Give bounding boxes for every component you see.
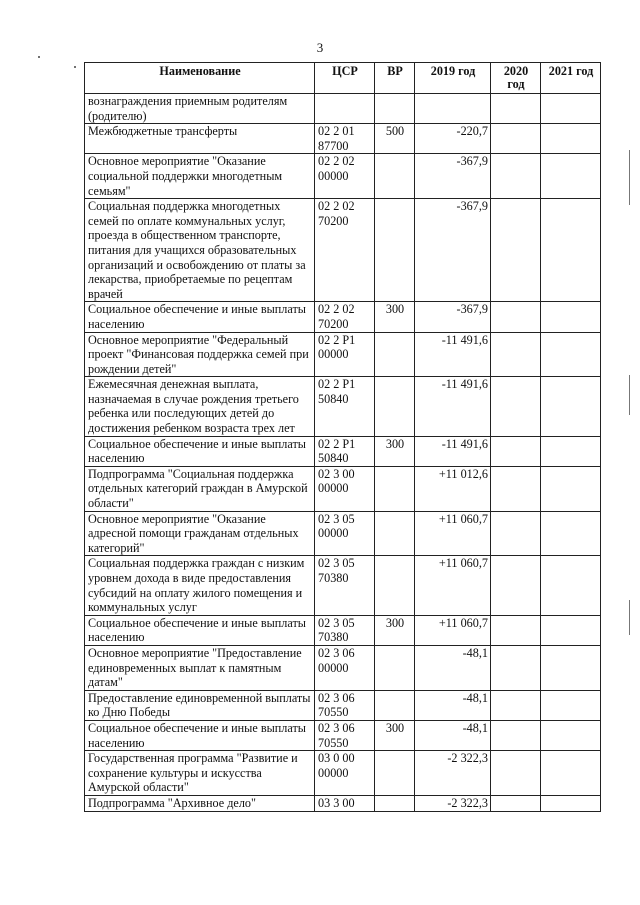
row-name: Социальное обеспечение и иные выплаты населению <box>85 615 315 645</box>
row-2021 <box>541 94 601 124</box>
row-2019: -48,1 <box>415 690 491 720</box>
row-csr: 03 0 00 00000 <box>315 751 375 796</box>
row-vr <box>375 511 415 556</box>
scan-edge-mark <box>629 375 630 415</box>
row-vr: 300 <box>375 436 415 466</box>
row-2021 <box>541 556 601 615</box>
row-2019: +11 012,6 <box>415 466 491 511</box>
row-name: Социальное обеспечение и иные выплаты населению <box>85 436 315 466</box>
row-2019: -220,7 <box>415 124 491 154</box>
row-csr: 02 2 P1 00000 <box>315 332 375 377</box>
row-2019: -48,1 <box>415 720 491 750</box>
row-2020 <box>491 199 541 302</box>
row-csr: 02 3 00 00000 <box>315 466 375 511</box>
table-row <box>85 436 601 466</box>
row-vr <box>375 751 415 796</box>
row-csr: 02 3 05 70380 <box>315 615 375 645</box>
row-vr: 300 <box>375 615 415 645</box>
row-csr: 02 3 06 70550 <box>315 690 375 720</box>
table-row <box>85 199 601 302</box>
table-row <box>85 466 601 511</box>
table-row <box>85 751 601 796</box>
row-2020 <box>491 795 541 811</box>
header-row <box>85 63 601 94</box>
scan-speck <box>74 66 76 68</box>
row-2020 <box>491 154 541 199</box>
row-2021 <box>541 332 601 377</box>
row-2020 <box>491 302 541 332</box>
row-name: Государственная программа "Развитие и сохранение культуры и искусства Амурской области" <box>85 751 315 796</box>
row-name: Социальное обеспечение и иные выплаты населению <box>85 720 315 750</box>
row-2019: -367,9 <box>415 199 491 302</box>
scan-edge-mark <box>629 150 630 205</box>
row-csr: 02 3 05 00000 <box>315 511 375 556</box>
row-csr: 02 3 05 70380 <box>315 556 375 615</box>
row-2019: -367,9 <box>415 154 491 199</box>
row-vr <box>375 556 415 615</box>
row-name: Межбюджетные трансферты <box>85 124 315 154</box>
row-2020 <box>491 436 541 466</box>
table-row <box>85 154 601 199</box>
row-2019: -11 491,6 <box>415 377 491 436</box>
table-row <box>85 690 601 720</box>
row-name: Основное мероприятие "Предоставление единовременных выплат к памятным датам" <box>85 645 315 690</box>
header-vr: ВР <box>375 63 415 94</box>
row-2021 <box>541 751 601 796</box>
row-csr: 02 2 P1 50840 <box>315 436 375 466</box>
table-row <box>85 511 601 556</box>
row-name: Основное мероприятие "Оказание адресной помощи гражданам отдельных категорий" <box>85 511 315 556</box>
row-2020 <box>491 751 541 796</box>
row-csr: 03 3 00 <box>315 795 375 811</box>
table-row <box>85 720 601 750</box>
row-2021 <box>541 720 601 750</box>
row-vr <box>375 645 415 690</box>
row-name: Основное мероприятие "Федеральный проект "Финансовая поддержка семей при рождении детей" <box>85 332 315 377</box>
row-2020 <box>491 645 541 690</box>
row-2021 <box>541 466 601 511</box>
row-2019: +11 060,7 <box>415 556 491 615</box>
row-csr: 02 2 01 87700 <box>315 124 375 154</box>
row-csr: 02 3 06 00000 <box>315 645 375 690</box>
row-vr <box>375 199 415 302</box>
table-row <box>85 302 601 332</box>
header-2019: 2019 год <box>415 63 491 94</box>
row-csr: 02 2 02 00000 <box>315 154 375 199</box>
row-2021 <box>541 645 601 690</box>
row-csr: 02 2 P1 50840 <box>315 377 375 436</box>
table-row <box>85 124 601 154</box>
row-vr <box>375 332 415 377</box>
row-2020 <box>491 511 541 556</box>
row-2019 <box>415 94 491 124</box>
row-2021 <box>541 690 601 720</box>
row-vr: 300 <box>375 720 415 750</box>
row-vr <box>375 795 415 811</box>
scan-speck <box>38 56 40 58</box>
table-row <box>85 94 601 124</box>
row-vr <box>375 94 415 124</box>
table-row <box>85 645 601 690</box>
row-vr: 500 <box>375 124 415 154</box>
table-row <box>85 332 601 377</box>
row-name: Социальная поддержка многодетных семей по оплате коммунальных услуг, проезда в общественном транспорте, питания для учащихся образовательных организаций и освобождению от платы за лекарства, приобретаемые по рецептам врачей <box>85 199 315 302</box>
scan-edge-mark <box>629 600 630 635</box>
row-2020 <box>491 556 541 615</box>
row-2021 <box>541 302 601 332</box>
row-vr <box>375 466 415 511</box>
table-row <box>85 556 601 615</box>
row-2019: -2 322,3 <box>415 795 491 811</box>
row-2021 <box>541 795 601 811</box>
row-name: Основное мероприятие "Оказание социальной поддержки многодетным семьям" <box>85 154 315 199</box>
row-2020 <box>491 466 541 511</box>
row-2021 <box>541 377 601 436</box>
header-csr: ЦСР <box>315 63 375 94</box>
page-number: 3 <box>316 40 324 55</box>
row-2019: +11 060,7 <box>415 615 491 645</box>
row-2021 <box>541 615 601 645</box>
budget-table <box>84 62 601 812</box>
row-2019: -11 491,6 <box>415 332 491 377</box>
row-2020 <box>491 94 541 124</box>
row-csr: 02 2 02 70200 <box>315 302 375 332</box>
table-row <box>85 377 601 436</box>
row-2019: -2 322,3 <box>415 751 491 796</box>
row-csr: 02 3 06 70550 <box>315 720 375 750</box>
table-row <box>85 615 601 645</box>
row-name: Подпрограмма "Архивное дело" <box>85 795 315 811</box>
row-vr <box>375 377 415 436</box>
row-2019: +11 060,7 <box>415 511 491 556</box>
row-2021 <box>541 199 601 302</box>
row-2020 <box>491 377 541 436</box>
row-2020 <box>491 720 541 750</box>
row-2021 <box>541 124 601 154</box>
row-name: Социальная поддержка граждан с низким уровнем дохода в виде предоставления субсидий на оплату жилого помещения и коммунальных услуг <box>85 556 315 615</box>
row-csr: 02 2 02 70200 <box>315 199 375 302</box>
row-name: Предоставление единовременной выплаты ко Дню Победы <box>85 690 315 720</box>
row-2019: -11 491,6 <box>415 436 491 466</box>
table-row <box>85 795 601 811</box>
row-2021 <box>541 511 601 556</box>
row-2019: -48,1 <box>415 645 491 690</box>
row-name: вознаграждения приемным родителям (родителю) <box>85 94 315 124</box>
row-vr <box>375 690 415 720</box>
row-2019: -367,9 <box>415 302 491 332</box>
header-name: Наименование <box>85 63 315 94</box>
row-vr: 300 <box>375 302 415 332</box>
row-2021 <box>541 436 601 466</box>
row-2020 <box>491 124 541 154</box>
header-2021: 2021 год <box>541 63 601 94</box>
row-2020 <box>491 615 541 645</box>
row-vr <box>375 154 415 199</box>
row-2021 <box>541 154 601 199</box>
row-name: Ежемесячная денежная выплата, назначаемая в случае рождения третьего ребенка или последующих детей до достижения ребенком возраста трех лет <box>85 377 315 436</box>
table-body <box>85 94 601 812</box>
row-2020 <box>491 332 541 377</box>
row-name: Подпрограмма "Социальная поддержка отдельных категорий граждан в Амурской области" <box>85 466 315 511</box>
row-name: Социальное обеспечение и иные выплаты населению <box>85 302 315 332</box>
header-2020: 2020 год <box>491 63 541 94</box>
row-csr <box>315 94 375 124</box>
row-2020 <box>491 690 541 720</box>
